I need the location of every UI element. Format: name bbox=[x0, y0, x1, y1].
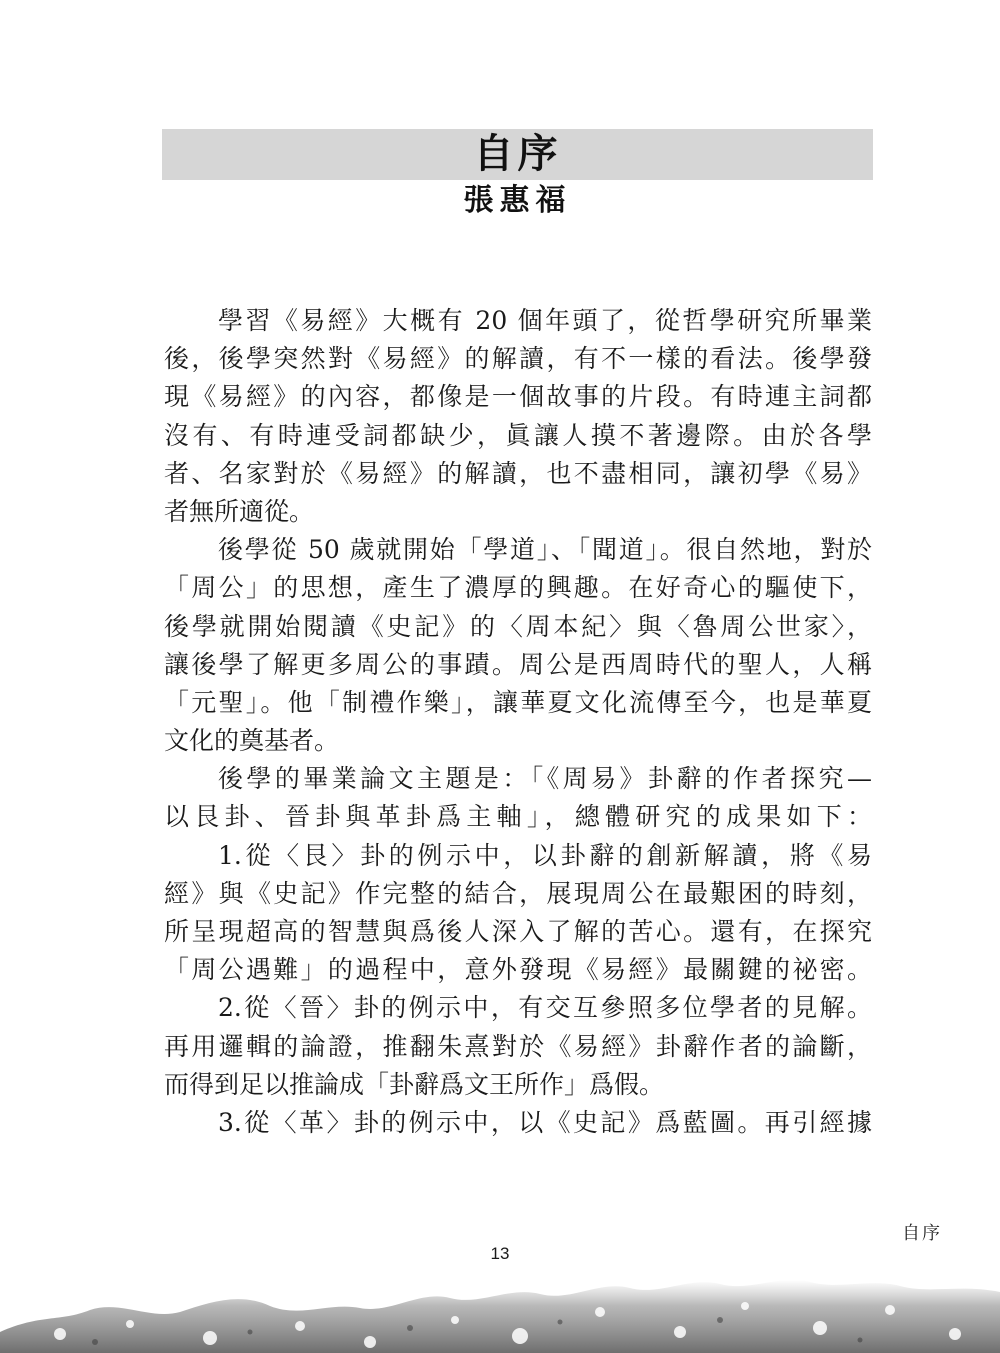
text-line: 學習《易經》大概有 20 個年頭了，從哲學研究所畢業 bbox=[218, 306, 872, 335]
text-line: 3.從〈革〉卦的例示中，以《史記》爲藍圖。再引經據 bbox=[218, 1107, 872, 1137]
footer-ink-texture bbox=[0, 1262, 1000, 1353]
text-line: 後學從 50 歲就開始「學道」、「聞道」。很自然地，對於 bbox=[218, 535, 872, 565]
text-line: 經》與《史記》作完整的結合，展現周公在最艱困的時刻， bbox=[164, 878, 872, 908]
body-text bbox=[164, 302, 872, 1142]
page-title: 自序 bbox=[473, 130, 562, 177]
text-line: 讓後學了解更多周公的事蹟。周公是西周時代的聖人，人稱 bbox=[164, 649, 872, 679]
text-line: 所呈現超高的智慧與爲後人深入了解的苦心。還有，在探究 bbox=[164, 917, 872, 946]
text-line: 文化的奠基者。 bbox=[164, 726, 340, 756]
text-line: 者無所適從。 bbox=[164, 496, 315, 526]
text-line: 1.從〈艮〉卦的例示中，以卦辭的創新解讀，將《易 bbox=[218, 840, 872, 870]
text-line: 2.從〈晉〉卦的例示中，有交互參照多位學者的見解。 bbox=[218, 993, 872, 1023]
text-line: 後學就開始閱讀《史記》的〈周本紀〉與〈魯周公世家〉， bbox=[164, 611, 872, 641]
page-number: 13 bbox=[490, 1244, 510, 1263]
text-line: 後學的畢業論文主題是：「《周易》卦辭的作者探究— bbox=[218, 764, 872, 794]
text-line: 以艮卦、晉卦與革卦爲主軸」，總體研究的成果如下： bbox=[164, 802, 872, 832]
text-line: 「周公」的思想，產生了濃厚的興趣。在好奇心的驅使下， bbox=[164, 573, 872, 603]
text-line: 者、名家對於《易經》的解讀，也不盡相同，讓初學《易》 bbox=[164, 458, 872, 488]
text-line: 「周公遇難」的過程中，意外發現《易經》最關鍵的祕密。 bbox=[164, 955, 872, 985]
text-line: 而得到足以推論成「卦辭爲文王所作」爲假。 bbox=[164, 1069, 665, 1099]
text-line: 後，後學突然對《易經》的解讀，有不一樣的看法。後學發 bbox=[164, 344, 872, 374]
text-line: 沒有、有時連受詞都缺少，眞讓人摸不著邊際。由於各學 bbox=[164, 420, 872, 450]
text-line: 再用邏輯的論證，推翻朱熹對於《易經》卦辭作者的論斷， bbox=[164, 1031, 872, 1061]
running-head: 自序 bbox=[902, 1223, 942, 1244]
text-line: 現《易經》的內容，都像是一個故事的片段。有時連主詞都 bbox=[164, 382, 872, 412]
text-line: 「元聖」。他「制禮作樂」，讓華夏文化流傳至今，也是華夏 bbox=[164, 687, 872, 717]
author-name: 張惠福 bbox=[463, 183, 572, 218]
